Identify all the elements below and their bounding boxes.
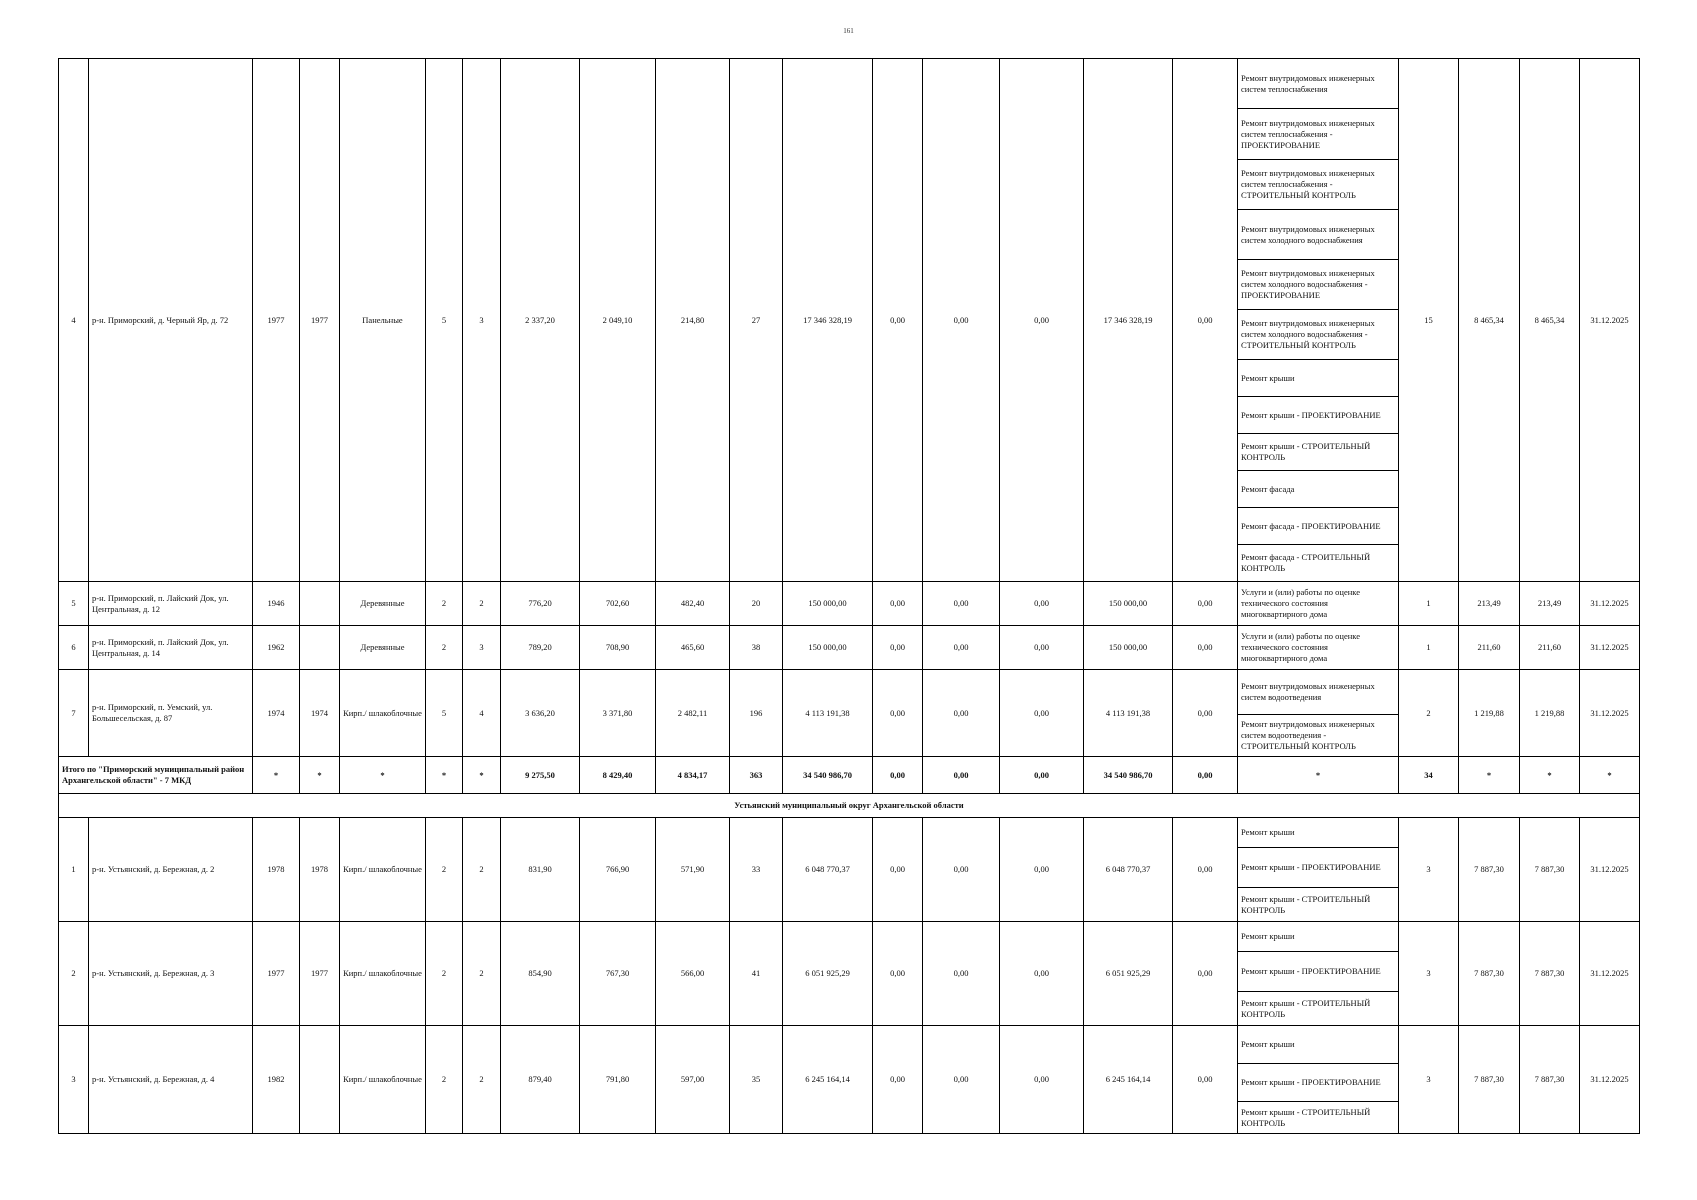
deadline-cell: 31.12.2025 — [1580, 626, 1640, 670]
cost-total-cell: 150 000,00 — [783, 582, 873, 626]
limit-cost-cell: 1 219,88 — [1520, 670, 1580, 757]
floors-cell: 2 — [426, 582, 463, 626]
fund-owners-cell: 150 000,00 — [1084, 626, 1173, 670]
work-count-cell: 3 — [1399, 922, 1459, 1026]
fund-local-cell: 0,00 — [1000, 670, 1084, 757]
fund-federal-cell: 0,00 — [873, 582, 923, 626]
year-overhaul-cell — [300, 1026, 340, 1134]
fund-regional-cell: 0,00 — [923, 626, 1000, 670]
total-area-cell: 3 636,20 — [501, 670, 580, 757]
work-count-cell: 1 — [1399, 582, 1459, 626]
fund-regional-cell: 0,00 — [923, 818, 1000, 922]
fund-local-cell: 0,00 — [1000, 582, 1084, 626]
cost-total-cell: 6 245 164,14 — [783, 1026, 873, 1134]
row-number-cell: 4 — [59, 59, 89, 582]
work-type-cell: Услуги и (или) работы по оценке технического состояния многоквартирного дома — [1238, 626, 1399, 670]
limit-cost-cell: 8 465,34 — [1520, 59, 1580, 582]
floors-cell: 5 — [426, 59, 463, 582]
floors-cell: 5 — [426, 670, 463, 757]
row-number-cell: 2 — [59, 922, 89, 1026]
limit-cost-cell: 213,49 — [1520, 582, 1580, 626]
work-type-cell: Ремонт внутридомовых инженерных систем теплоснабжения — [1238, 59, 1399, 109]
total-cost-total-cell: 34 540 986,70 — [783, 757, 873, 794]
limit-cost-cell: 7 887,30 — [1520, 922, 1580, 1026]
table-row — [59, 582, 1640, 626]
placeholder-star-cell: * — [1520, 757, 1580, 794]
nonliving-area-cell: 597,00 — [656, 1026, 730, 1134]
fund-federal-cell: 0,00 — [873, 59, 923, 582]
fund-other-cell: 0,00 — [1173, 670, 1238, 757]
placeholder-star-cell: * — [1238, 757, 1399, 794]
work-type-cell: Ремонт крыши - ПРОЕКТИРОВАНИЕ — [1238, 952, 1399, 992]
fund-owners-cell: 6 051 925,29 — [1084, 922, 1173, 1026]
table-row — [59, 59, 1640, 109]
work-type-cell: Ремонт внутридомовых инженерных систем холодного водоснабжения - СТРОИТЕЛЬНЫЙ КОНТРОЛЬ — [1238, 310, 1399, 360]
address-cell: р-н. Приморский, п. Лайский Док, ул. Центральная, д. 12 — [89, 582, 253, 626]
fund-local-cell: 0,00 — [1000, 1026, 1084, 1134]
address-cell: р-н. Приморский, п. Лайский Док, ул. Центральная, д. 14 — [89, 626, 253, 670]
work-type-cell: Ремонт крыши — [1238, 1026, 1399, 1064]
work-type-cell: Ремонт крыши — [1238, 818, 1399, 848]
section-title: Устьянский муниципальный округ Архангельской области — [59, 794, 1640, 818]
year-built-cell: 1962 — [253, 626, 300, 670]
fund-local-cell: 0,00 — [1000, 818, 1084, 922]
floors-cell: 2 — [426, 922, 463, 1026]
fund-regional-cell: 0,00 — [923, 59, 1000, 582]
year-overhaul-cell: 1977 — [300, 59, 340, 582]
total-label: Итого по "Приморский муниципальный район Архангельской области" - 7 МКД — [59, 757, 253, 794]
entrances-cell: 4 — [463, 670, 501, 757]
floors-cell: 2 — [426, 626, 463, 670]
work-type-cell: Ремонт фасада - СТРОИТЕЛЬНЫЙ КОНТРОЛЬ — [1238, 545, 1399, 582]
table-row — [59, 670, 1640, 715]
total-row — [59, 757, 1640, 794]
deadline-cell: 31.12.2025 — [1580, 59, 1640, 582]
fund-regional-cell: 0,00 — [923, 670, 1000, 757]
year-built-cell: 1977 — [253, 59, 300, 582]
limit-cost-cell: 7 887,30 — [1520, 1026, 1580, 1134]
work-type-cell: Ремонт крыши — [1238, 360, 1399, 397]
work-type-cell: Ремонт крыши — [1238, 922, 1399, 952]
cost-total-cell: 6 048 770,37 — [783, 818, 873, 922]
work-type-cell: Ремонт фасада — [1238, 471, 1399, 508]
entrances-cell: 2 — [463, 1026, 501, 1134]
nonliving-area-cell: 566,00 — [656, 922, 730, 1026]
row-number-cell: 6 — [59, 626, 89, 670]
wall-material-cell: Кирп./ шлакоблочные — [340, 818, 426, 922]
placeholder-star-cell: * — [1580, 757, 1640, 794]
address-cell: р-н. Устьянский, д. Бережная, д. 2 — [89, 818, 253, 922]
total-area-cell: 789,20 — [501, 626, 580, 670]
total-fund-other-cell: 0,00 — [1173, 757, 1238, 794]
address-cell: р-н. Устьянский, д. Бережная, д. 4 — [89, 1026, 253, 1134]
cost-total-cell: 150 000,00 — [783, 626, 873, 670]
fund-other-cell: 0,00 — [1173, 1026, 1238, 1134]
fund-regional-cell: 0,00 — [923, 922, 1000, 1026]
fund-other-cell: 0,00 — [1173, 59, 1238, 582]
table-row — [59, 818, 1640, 848]
total-fund-owners-cell: 34 540 986,70 — [1084, 757, 1173, 794]
fund-owners-cell: 17 346 328,19 — [1084, 59, 1173, 582]
work-type-cell: Услуги и (или) работы по оценке технического состояния многоквартирного дома — [1238, 582, 1399, 626]
year-overhaul-cell: 1978 — [300, 818, 340, 922]
unit-cost-cell: 8 465,34 — [1459, 59, 1520, 582]
work-type-cell: Ремонт внутридомовых инженерных систем водоотведения - СТРОИТЕЛЬНЫЙ КОНТРОЛЬ — [1238, 715, 1399, 757]
year-built-cell: 1974 — [253, 670, 300, 757]
fund-federal-cell: 0,00 — [873, 1026, 923, 1134]
work-type-cell: Ремонт внутридомовых инженерных систем холодного водоснабжения — [1238, 210, 1399, 260]
living-area-cell: 767,30 — [580, 922, 656, 1026]
nonliving-area-cell: 482,40 — [656, 582, 730, 626]
total-fund-regional-cell: 0,00 — [923, 757, 1000, 794]
wall-material-cell: Деревянные — [340, 626, 426, 670]
fund-federal-cell: 0,00 — [873, 626, 923, 670]
floors-cell: 2 — [426, 818, 463, 922]
fund-owners-cell: 6 048 770,37 — [1084, 818, 1173, 922]
cost-total-cell: 17 346 328,19 — [783, 59, 873, 582]
placeholder-star-cell: * — [340, 757, 426, 794]
address-cell: р-н. Приморский, п. Уемский, ул. Большесельская, д. 87 — [89, 670, 253, 757]
table-row — [59, 922, 1640, 952]
total-area-cell: 776,20 — [501, 582, 580, 626]
residents-cell: 41 — [730, 922, 783, 1026]
total-fund-local-cell: 0,00 — [1000, 757, 1084, 794]
overhaul-register-table — [58, 58, 1640, 1134]
living-area-cell: 791,80 — [580, 1026, 656, 1134]
fund-other-cell: 0,00 — [1173, 922, 1238, 1026]
living-area-cell: 708,90 — [580, 626, 656, 670]
residents-cell: 27 — [730, 59, 783, 582]
entrances-cell: 2 — [463, 582, 501, 626]
fund-regional-cell: 0,00 — [923, 1026, 1000, 1134]
total-residents-cell: 363 — [730, 757, 783, 794]
floors-cell: 2 — [426, 1026, 463, 1134]
residents-cell: 33 — [730, 818, 783, 922]
year-overhaul-cell: 1977 — [300, 922, 340, 1026]
placeholder-star-cell: * — [463, 757, 501, 794]
work-type-cell: Ремонт крыши - ПРОЕКТИРОВАНИЕ — [1238, 848, 1399, 888]
total-area-cell: 854,90 — [501, 922, 580, 1026]
cost-total-cell: 4 113 191,38 — [783, 670, 873, 757]
fund-owners-cell: 6 245 164,14 — [1084, 1026, 1173, 1134]
row-number-cell: 3 — [59, 1026, 89, 1134]
year-overhaul-cell — [300, 626, 340, 670]
wall-material-cell: Кирп./ шлакоблочные — [340, 670, 426, 757]
nonliving-area-cell: 571,90 — [656, 818, 730, 922]
fund-owners-cell: 4 113 191,38 — [1084, 670, 1173, 757]
wall-material-cell: Панельные — [340, 59, 426, 582]
unit-cost-cell: 7 887,30 — [1459, 818, 1520, 922]
cost-total-cell: 6 051 925,29 — [783, 922, 873, 1026]
living-area-cell: 3 371,80 — [580, 670, 656, 757]
work-count-cell: 3 — [1399, 1026, 1459, 1134]
table-row — [59, 626, 1640, 670]
total-nonliving-area-cell: 4 834,17 — [656, 757, 730, 794]
nonliving-area-cell: 214,80 — [656, 59, 730, 582]
table-row — [59, 1026, 1640, 1064]
wall-material-cell: Кирп./ шлакоблочные — [340, 922, 426, 1026]
work-count-cell: 15 — [1399, 59, 1459, 582]
year-overhaul-cell: 1974 — [300, 670, 340, 757]
fund-federal-cell: 0,00 — [873, 670, 923, 757]
total-living-area-cell: 8 429,40 — [580, 757, 656, 794]
unit-cost-cell: 7 887,30 — [1459, 922, 1520, 1026]
entrances-cell: 3 — [463, 626, 501, 670]
wall-material-cell: Деревянные — [340, 582, 426, 626]
fund-owners-cell: 150 000,00 — [1084, 582, 1173, 626]
fund-other-cell: 0,00 — [1173, 818, 1238, 922]
work-type-cell: Ремонт крыши - СТРОИТЕЛЬНЫЙ КОНТРОЛЬ — [1238, 992, 1399, 1026]
deadline-cell: 31.12.2025 — [1580, 922, 1640, 1026]
fund-regional-cell: 0,00 — [923, 582, 1000, 626]
placeholder-star-cell: * — [300, 757, 340, 794]
section-row — [59, 794, 1640, 818]
deadline-cell: 31.12.2025 — [1580, 670, 1640, 757]
nonliving-area-cell: 2 482,11 — [656, 670, 730, 757]
year-built-cell: 1978 — [253, 818, 300, 922]
deadline-cell: 31.12.2025 — [1580, 582, 1640, 626]
work-type-cell: Ремонт крыши - СТРОИТЕЛЬНЫЙ КОНТРОЛЬ — [1238, 1102, 1399, 1134]
work-type-cell: Ремонт внутридомовых инженерных систем теплоснабжения - СТРОИТЕЛЬНЫЙ КОНТРОЛЬ — [1238, 160, 1399, 210]
work-type-cell: Ремонт фасада - ПРОЕКТИРОВАНИЕ — [1238, 508, 1399, 545]
work-type-cell: Ремонт крыши - СТРОИТЕЛЬНЫЙ КОНТРОЛЬ — [1238, 888, 1399, 922]
work-count-cell: 1 — [1399, 626, 1459, 670]
year-built-cell: 1977 — [253, 922, 300, 1026]
work-count-cell: 2 — [1399, 670, 1459, 757]
fund-other-cell: 0,00 — [1173, 626, 1238, 670]
fund-federal-cell: 0,00 — [873, 922, 923, 1026]
total-total-area-cell: 9 275,50 — [501, 757, 580, 794]
living-area-cell: 2 049,10 — [580, 59, 656, 582]
unit-cost-cell: 7 887,30 — [1459, 1026, 1520, 1134]
living-area-cell: 702,60 — [580, 582, 656, 626]
limit-cost-cell: 211,60 — [1520, 626, 1580, 670]
nonliving-area-cell: 465,60 — [656, 626, 730, 670]
unit-cost-cell: 1 219,88 — [1459, 670, 1520, 757]
work-type-cell: Ремонт крыши - ПРОЕКТИРОВАНИЕ — [1238, 1064, 1399, 1102]
row-number-cell: 1 — [59, 818, 89, 922]
placeholder-star-cell: * — [426, 757, 463, 794]
residents-cell: 20 — [730, 582, 783, 626]
work-type-cell: Ремонт внутридомовых инженерных систем водоотведения — [1238, 670, 1399, 715]
fund-other-cell: 0,00 — [1173, 582, 1238, 626]
total-fund-federal-cell: 0,00 — [873, 757, 923, 794]
total-area-cell: 831,90 — [501, 818, 580, 922]
wall-material-cell: Кирп./ шлакоблочные — [340, 1026, 426, 1134]
year-built-cell: 1946 — [253, 582, 300, 626]
row-number-cell: 5 — [59, 582, 89, 626]
residents-cell: 35 — [730, 1026, 783, 1134]
entrances-cell: 2 — [463, 818, 501, 922]
row-number-cell: 7 — [59, 670, 89, 757]
limit-cost-cell: 7 887,30 — [1520, 818, 1580, 922]
unit-cost-cell: 213,49 — [1459, 582, 1520, 626]
year-built-cell: 1982 — [253, 1026, 300, 1134]
total-work-count-cell: 34 — [1399, 757, 1459, 794]
work-type-cell: Ремонт крыши - ПРОЕКТИРОВАНИЕ — [1238, 397, 1399, 434]
work-type-cell: Ремонт внутридомовых инженерных систем теплоснабжения - ПРОЕКТИРОВАНИЕ — [1238, 109, 1399, 160]
fund-federal-cell: 0,00 — [873, 818, 923, 922]
entrances-cell: 2 — [463, 922, 501, 1026]
residents-cell: 38 — [730, 626, 783, 670]
page-number: 161 — [843, 27, 854, 35]
work-type-cell: Ремонт крыши - СТРОИТЕЛЬНЫЙ КОНТРОЛЬ — [1238, 434, 1399, 471]
total-area-cell: 2 337,20 — [501, 59, 580, 582]
work-type-cell: Ремонт внутридомовых инженерных систем холодного водоснабжения - ПРОЕКТИРОВАНИЕ — [1238, 260, 1399, 310]
living-area-cell: 766,90 — [580, 818, 656, 922]
work-count-cell: 3 — [1399, 818, 1459, 922]
residents-cell: 196 — [730, 670, 783, 757]
fund-local-cell: 0,00 — [1000, 59, 1084, 582]
address-cell: р-н. Приморский, д. Черный Яр, д. 72 — [89, 59, 253, 582]
fund-local-cell: 0,00 — [1000, 922, 1084, 1026]
placeholder-star-cell: * — [1459, 757, 1520, 794]
deadline-cell: 31.12.2025 — [1580, 1026, 1640, 1134]
unit-cost-cell: 211,60 — [1459, 626, 1520, 670]
deadline-cell: 31.12.2025 — [1580, 818, 1640, 922]
year-overhaul-cell — [300, 582, 340, 626]
fund-local-cell: 0,00 — [1000, 626, 1084, 670]
entrances-cell: 3 — [463, 59, 501, 582]
address-cell: р-н. Устьянский, д. Бережная, д. 3 — [89, 922, 253, 1026]
total-area-cell: 879,40 — [501, 1026, 580, 1134]
placeholder-star-cell: * — [253, 757, 300, 794]
